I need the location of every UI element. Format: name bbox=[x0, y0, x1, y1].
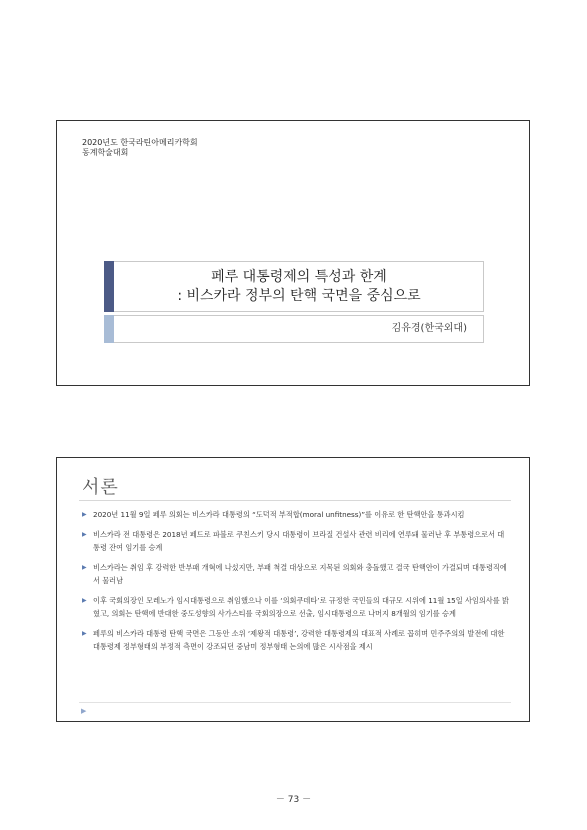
footer-divider bbox=[79, 702, 511, 703]
bullet-item bbox=[79, 627, 511, 653]
presentation-title bbox=[114, 261, 484, 312]
bullet-text: 이후 국회의장인 모레노가 임시대통령으로 취임했으나 이를 ‘의회쿠데타’로 규정한 국민들의 대규모 시위에 11월 15일 사임의사를 밝혔고, 의회는 탄핵에 반대한 중도성향의 사가스티를 국회의장으로 선출, 임시대통령으로 나머지 8개월의 임기를 승계 bbox=[93, 596, 509, 618]
bullet-item bbox=[79, 508, 511, 521]
bullet-text: 비스카라 전 대통령은 2018년 페드로 파블로 쿠친스키 당시 대통령이 브라질 건설사 관련 비리에 연루돼 물러난 후 부통령으로서 대통령 잔여 임기를 승계 bbox=[93, 530, 505, 552]
title-accent-bar bbox=[104, 261, 114, 312]
author-name: 김유경(한국외대) bbox=[391, 323, 467, 334]
bullet-list bbox=[79, 508, 511, 660]
bullet-text: 페루의 비스카라 대통령 탄핵 국면은 그동안 소위 ‘제왕적 대통령’, 강력한 대통령제의 대표적 사례로 꼽히며 민주주의의 발전에 대한 대통령제 정부형태의 부정적 측면이 강조되던 중남미 정부형태 논의에 많은 시사점을 제시 bbox=[93, 629, 505, 651]
conference-line-2: 동계학술대회 bbox=[82, 148, 129, 157]
bullet-text: 비스카라는 취임 후 강력한 반부패 개혁에 나섰지만, 부패 척결 대상으로 지목된 의회와 충돌했고 결국 탄핵안이 가결되며 대통령직에서 물러남 bbox=[93, 563, 507, 585]
bullet-item bbox=[79, 594, 511, 620]
title-line-1: 페루 대통령제의 특성과 한계 bbox=[211, 268, 387, 285]
bullet-arrow-icon: ▶ bbox=[82, 564, 87, 571]
author-accent-bar bbox=[104, 315, 114, 343]
intro-slide bbox=[56, 457, 530, 722]
title-divider bbox=[79, 500, 511, 501]
title-slide bbox=[56, 120, 530, 386]
bullet-text: 2020년 11월 9일 페루 의회는 비스카라 대통령의 “도덕적 부적합(moral unfitness)”를 이유로 한 탄핵안을 통과시킴 bbox=[93, 510, 465, 519]
title-line-2: : 비스카라 정부의 탄핵 국면을 중심으로 bbox=[177, 287, 421, 304]
bullet-item bbox=[79, 528, 511, 554]
conference-label bbox=[82, 138, 198, 158]
slide-title: 서론 bbox=[82, 477, 119, 498]
bullet-item bbox=[79, 561, 511, 587]
empty-bullet-arrow-icon: ▶ bbox=[81, 707, 87, 715]
conference-line-1: 2020년도 한국라틴아메리카학회 bbox=[82, 138, 198, 147]
bullet-arrow-icon: ▶ bbox=[82, 511, 87, 518]
bullet-arrow-icon: ▶ bbox=[82, 597, 87, 604]
bullet-arrow-icon: ▶ bbox=[82, 630, 87, 637]
page-number: － 73 － bbox=[275, 795, 312, 805]
bullet-arrow-icon: ▶ bbox=[82, 531, 87, 538]
